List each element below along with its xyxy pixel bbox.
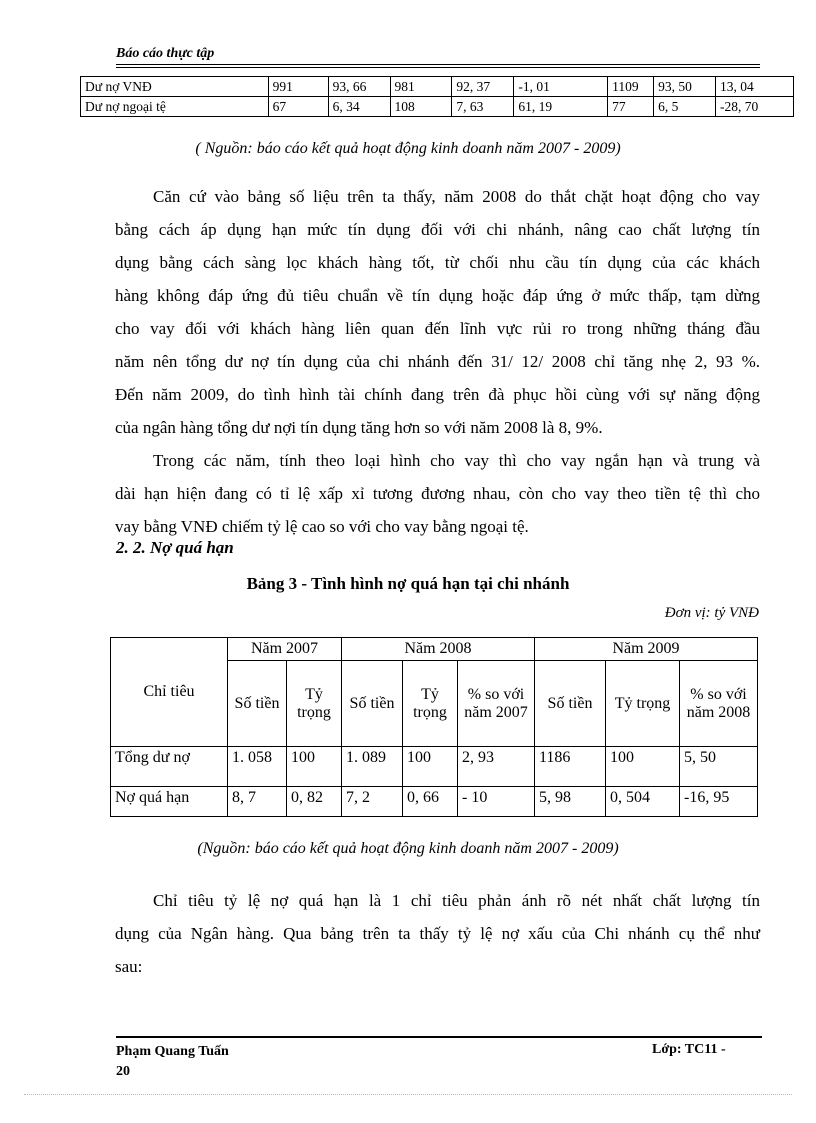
header-so-tien: Số tiền xyxy=(228,661,287,747)
header-chi-tieu: Chỉ tiêu xyxy=(111,638,228,747)
table-cell: -16, 95 xyxy=(680,787,758,817)
header-ty-trong: Tỷ trọng xyxy=(606,661,680,747)
table-row xyxy=(111,747,758,787)
header-ty-trong: Tỷ trọng xyxy=(403,661,458,747)
page-edge-divider xyxy=(24,1094,792,1095)
source-note: (Nguồn: báo cáo kết quả hoạt động kinh doanh năm 2007 - 2009) xyxy=(197,840,619,857)
table-row xyxy=(81,97,794,117)
footer-rule xyxy=(116,1036,762,1038)
table-cell: Dư nợ ngoại tệ xyxy=(81,97,269,117)
footer-left xyxy=(116,1042,229,1082)
table-cell: 93, 66 xyxy=(328,77,390,97)
text-line: Căn cứ vào bảng số liệu trên ta thấy, năm 2008 do thắt chặt hoạt động cho vay xyxy=(153,187,760,206)
table-cell: 92, 37 xyxy=(452,77,514,97)
table-cell: 0, 66 xyxy=(403,787,458,817)
text-line: dụng bằng cách sàng lọc khách hàng tốt, từ chối nhu cầu tín dụng của các khách xyxy=(115,253,760,272)
table-cell: 0, 504 xyxy=(606,787,680,817)
table-cell: 6, 5 xyxy=(654,97,716,117)
table-cell: 100 xyxy=(287,747,342,787)
text-line: sau: xyxy=(115,957,143,976)
section-title: 2. 2. Nợ quá hạn xyxy=(116,538,234,557)
text-line: vay bằng VNĐ chiếm tỷ lệ cao so với cho vay bằng ngoại tệ. xyxy=(115,517,529,536)
text-line: dụng của Ngân hàng. Qua bảng trên ta thấy tỷ lệ nợ xấu của Chi nhánh cụ thể như xyxy=(115,924,760,943)
footer-page-number: 20 xyxy=(116,1064,130,1079)
table-cell: 5, 50 xyxy=(680,747,758,787)
table-cell: -1, 01 xyxy=(514,77,608,97)
paragraph-3 xyxy=(115,884,760,983)
table-cell: 2, 93 xyxy=(458,747,535,787)
header-so-voi-2008: % so với năm 2008 xyxy=(680,661,758,747)
header-ty-trong: Tỷ trọng xyxy=(287,661,342,747)
table-cell: Dư nợ VNĐ xyxy=(81,77,269,97)
text-line: Trong các năm, tính theo loại hình cho vay thì cho vay ngắn hạn và trung và xyxy=(153,451,760,470)
row-label: Nợ quá hạn xyxy=(111,787,228,817)
table-cell: 93, 50 xyxy=(654,77,716,97)
table-cell: 981 xyxy=(390,77,452,97)
header-year-2008: Năm 2008 xyxy=(342,638,535,661)
footer-author: Phạm Quang Tuấn xyxy=(116,1044,229,1059)
paragraph-1 xyxy=(115,180,760,444)
report-header-title: Báo cáo thực tập xyxy=(116,46,215,61)
table-cell: 6, 34 xyxy=(328,97,390,117)
table-cell: 67 xyxy=(268,97,328,117)
table-header-row xyxy=(111,638,758,661)
table-cell: 13, 04 xyxy=(716,77,794,97)
source-note: ( Nguồn: báo cáo kết quả hoạt động kinh doanh năm 2007 - 2009) xyxy=(195,140,621,157)
table-cell: 5, 98 xyxy=(535,787,606,817)
table-cell: 1. 089 xyxy=(342,747,403,787)
table-title: Bảng 3 - Tình hình nợ quá hạn tại chi nhánh xyxy=(246,574,570,593)
table-cell: 1. 058 xyxy=(228,747,287,787)
unit-label: Đơn vị: tỷ VNĐ xyxy=(664,605,759,621)
table-row xyxy=(111,787,758,817)
table-cell: 100 xyxy=(403,747,458,787)
table-cell: 1109 xyxy=(608,77,654,97)
footer-class: Lớp: TC11 - xyxy=(652,1042,726,1057)
text-line: của ngân hàng tổng dư nợi tín dụng tăng hơn so với năm 2008 là 8, 9%. xyxy=(115,418,603,437)
paragraph-2 xyxy=(115,444,760,543)
loan-currency-table xyxy=(80,76,794,117)
table-cell: 61, 19 xyxy=(514,97,608,117)
table-cell: 7, 63 xyxy=(452,97,514,117)
text-line: Chỉ tiêu tỷ lệ nợ quá hạn là 1 chỉ tiêu phản ánh rõ nét nhất chất lượng tín xyxy=(153,891,760,910)
text-line: hàng không đáp ứng đủ tiêu chuẩn về tín dụng hoặc đáp ứng ở mức thấp, tạm dừng xyxy=(115,286,760,305)
header-so-tien: Số tiền xyxy=(342,661,403,747)
table-cell: 991 xyxy=(268,77,328,97)
table-row xyxy=(81,77,794,97)
overdue-debt-table xyxy=(110,637,758,817)
text-line: cho vay đối với khách hàng liên quan đến lĩnh vực rủi ro trong những tháng đầu xyxy=(115,319,760,338)
text-line: dài hạn hiện đang có tỉ lệ xấp xỉ tương đương nhau, còn cho vay theo tiền tệ thì cho xyxy=(115,484,760,503)
text-line: năm nên tổng dư nợ tín dụng của chi nhánh đến 31/ 12/ 2008 chỉ tăng nhẹ 2, 93 %. xyxy=(115,352,760,371)
table-cell: 7, 2 xyxy=(342,787,403,817)
text-line: Đến năm 2009, do tình hình tài chính đang trên đà phục hồi cùng với sự năng động xyxy=(115,385,760,404)
header-rule xyxy=(116,64,760,65)
header-so-voi-2007: % so với năm 2007 xyxy=(458,661,535,747)
header-year-2009: Năm 2009 xyxy=(535,638,758,661)
table-cell: 0, 82 xyxy=(287,787,342,817)
table-cell: - 10 xyxy=(458,787,535,817)
table-cell: 8, 7 xyxy=(228,787,287,817)
row-label: Tổng dư nợ xyxy=(111,747,228,787)
table-cell: 77 xyxy=(608,97,654,117)
table-cell: -28, 70 xyxy=(716,97,794,117)
header-so-tien: Số tiền xyxy=(535,661,606,747)
table-cell: 1186 xyxy=(535,747,606,787)
text-line: bằng cách áp dụng hạn mức tín dụng đối với chi nhánh, nâng cao chất lượng tín xyxy=(115,220,760,239)
table-cell: 108 xyxy=(390,97,452,117)
header-year-2007: Năm 2007 xyxy=(228,638,342,661)
table-cell: 100 xyxy=(606,747,680,787)
header-rule xyxy=(116,67,760,68)
